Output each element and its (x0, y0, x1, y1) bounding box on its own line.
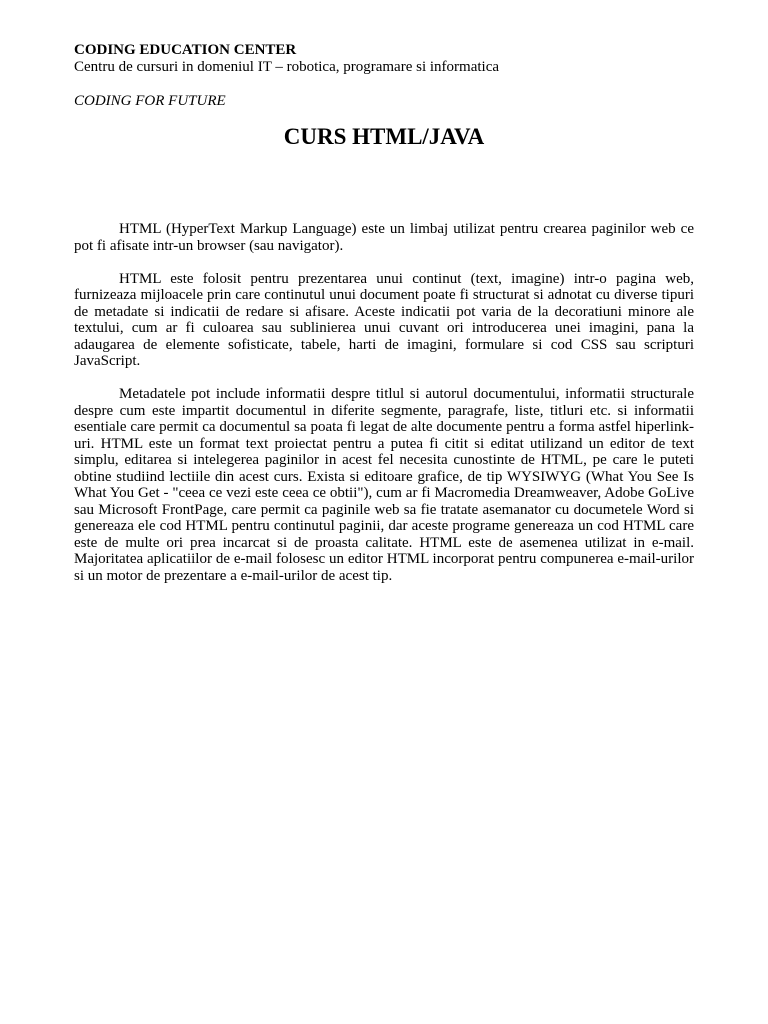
organization-motto: CODING FOR FUTURE (74, 93, 226, 109)
paragraph-intro: HTML (HyperText Markup Language) este un limbaj utilizat pentru crearea paginilor web ce pot fi afisate intr-un browser (sau navigator). (74, 221, 694, 254)
document-body (74, 221, 694, 584)
document-page (74, 42, 694, 601)
organization-description: Centru de cursuri in domeniul IT – robotica, programare si informatica (74, 59, 500, 75)
paragraph-metadata: Metadatele pot include informatii despre titlul si autorul documentului, informatii structurale despre cum este impartit documentul in diferite segmente, paragrafe, liste, titluri etc. si informatii esentiale care permit ca documentul sa poata fi legat de alte documente pentru a forma astfel hiperlink-uri. HTML este un format text proiectat pentru a putea fi citit si editat utilizand un editor de text simplu, editarea si intelegerea paginilor in acest fel necesita cunostinte de HTML, pe care le puteti obtine studiind lectiile din acest curs. Exista si editoare grafice, de tip WYSIWYG (What You See Is What You Get - "ceea ce vezi este ceea ce obtii"), cum ar fi Macromedia Dreamweaver, Adobe GoLive sau Microsoft FrontPage, care permit ca paginile web sa fie tratate asemanator cu documetele Word si genereaza ele cod HTML pentru continutul paginii, dar aceste programe genereaza un cod HTML care este de multe ori prea incarcat si de proasta calitate. HTML este de asemenea utilizat in e-mail. Majoritatea aplicatiilor de e-mail folosesc un editor HTML incorporat pentru compunerea e-mail-urilor si un motor de prezentare a e-mail-urilor de acest tip. (74, 386, 694, 584)
organization-name: CODING EDUCATION CENTER (74, 42, 297, 58)
document-title: CURS HTML/JAVA (283, 124, 485, 149)
paragraph-html-usage: HTML este folosit pentru prezentarea unui continut (text, imagine) intr-o pagina web, furnizeaza mijloacele prin care continutul unui document poate fi structurat si adnotat cu diverse tipuri de metadate si indicatii de redare si afisare. Aceste indicatii pot varia de la decoratiuni minore ale textului, cum ar fi culoarea sau sublinierea unui cuvant ori introducerea unei imagini, pana la adaugarea de elemente sofisticate, tabele, harti de imagini, formulare si cod CSS sau scripturi JavaScript. (74, 270, 694, 369)
